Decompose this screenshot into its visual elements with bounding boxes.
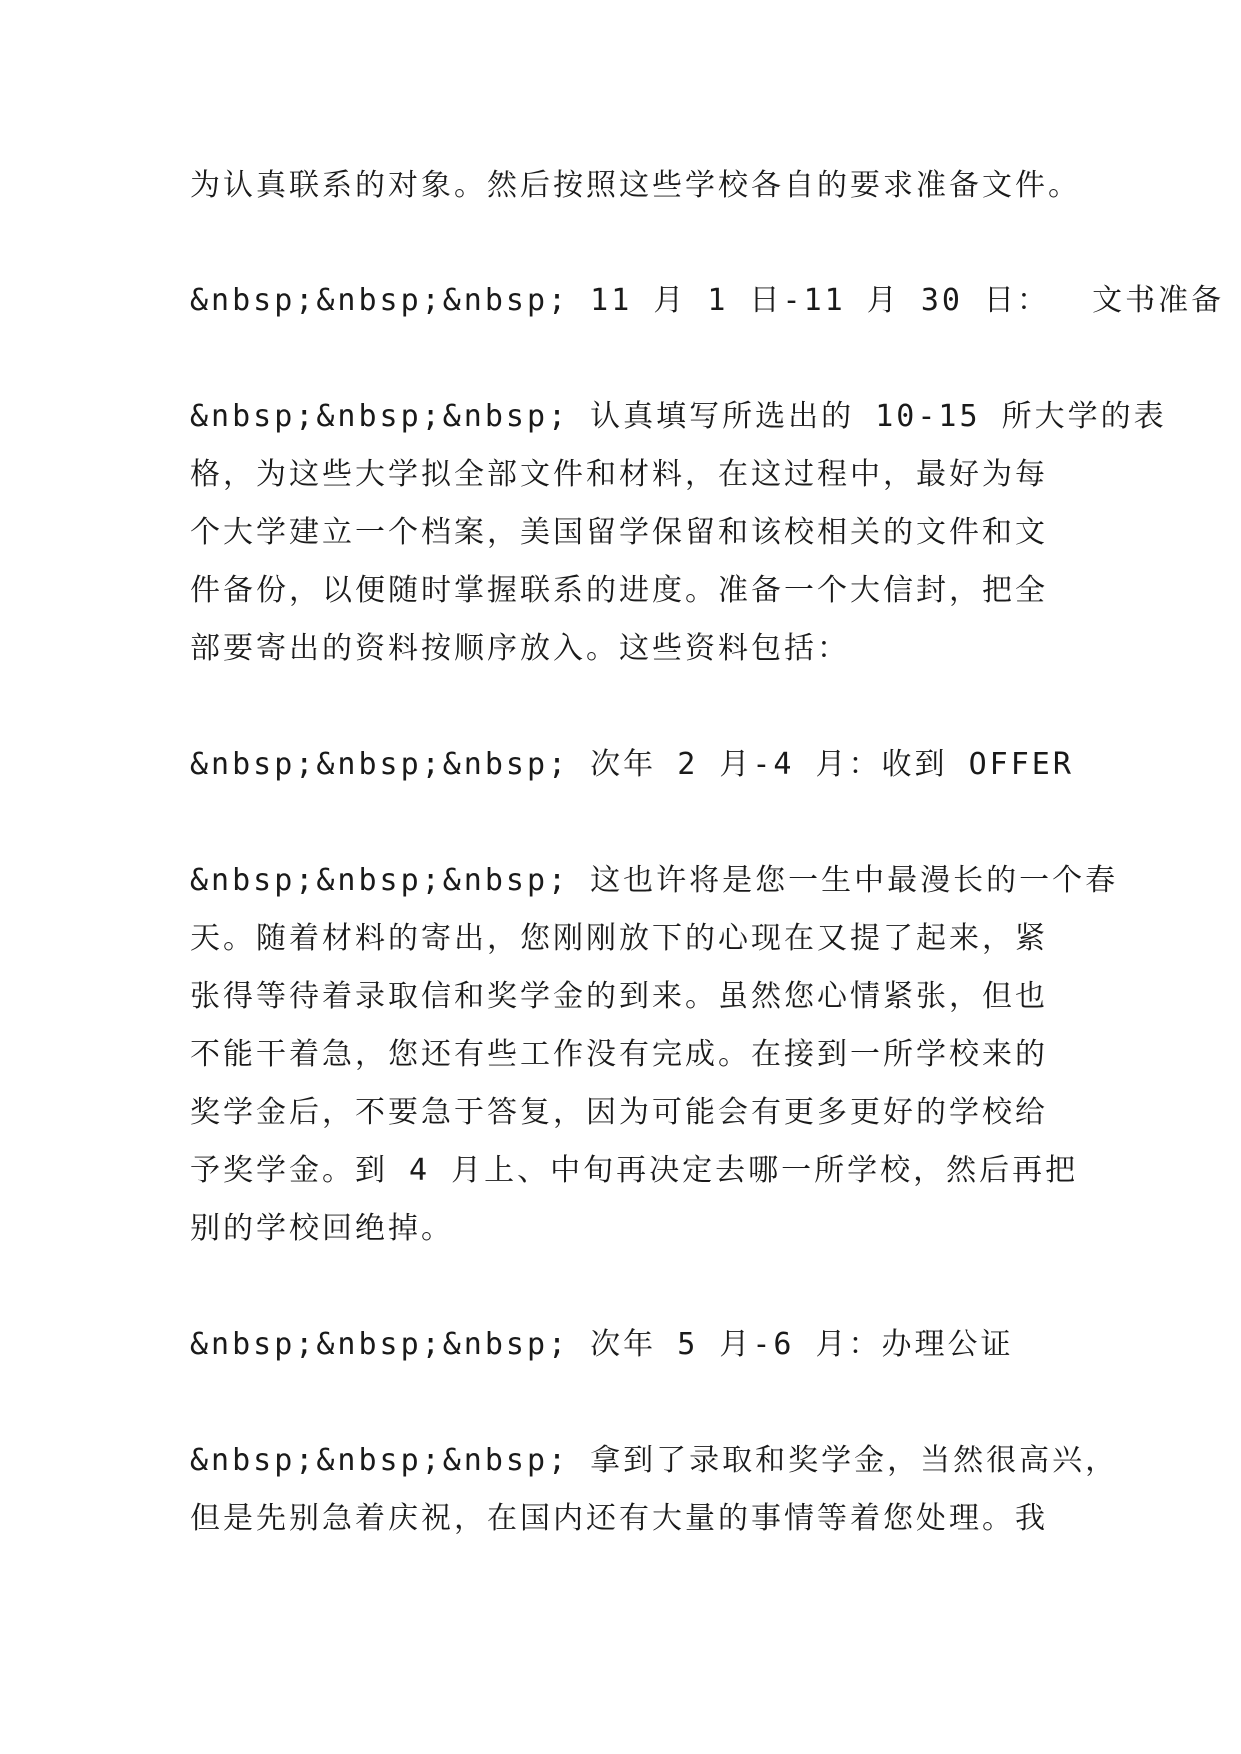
text-line: 格，为这些大学拟全部文件和材料，在这过程中，最好为每: [190, 457, 1048, 492]
text-line: 件备份，以便随时掌握联系的进度。准备一个大信封，把全: [190, 573, 1048, 608]
text-line: 天。随着材料的寄出，您刚刚放下的心现在又提了起来，紧: [190, 921, 1048, 956]
text-line: 奖学金后，不要急于答复，因为可能会有更多更好的学校给: [190, 1095, 1048, 1130]
section-heading: &nbsp;&nbsp;&nbsp; 次年 5 月-6 月：办理公证: [190, 1327, 1014, 1362]
text-line: &nbsp;&nbsp;&nbsp; 拿到了录取和奖学金，当然很高兴，: [190, 1443, 1119, 1478]
section-heading: &nbsp;&nbsp;&nbsp; 11 月 1 日-11 月 30 日： 文书准备: [190, 283, 1225, 318]
text-line: 为认真联系的对象。然后按照这些学校各自的要求准备文件。: [190, 168, 1081, 203]
text-line: 张得等待着录取信和奖学金的到来。虽然您心情紧张，但也: [190, 979, 1048, 1014]
text-line: 不能干着急，您还有些工作没有完成。在接到一所学校来的: [190, 1037, 1048, 1072]
text-line: 别的学校回绝掉。: [190, 1211, 454, 1246]
text-line: 予奖学金。到 4 月上、中旬再决定去哪一所学校，然后再把: [190, 1153, 1079, 1188]
text-line: 但是先别急着庆祝，在国内还有大量的事情等着您处理。我: [190, 1501, 1048, 1536]
text-line: &nbsp;&nbsp;&nbsp; 认真填写所选出的 10-15 所大学的表: [190, 399, 1167, 434]
section-heading: &nbsp;&nbsp;&nbsp; 次年 2 月-4 月：收到 OFFER: [190, 747, 1074, 782]
text-line: 部要寄出的资料按顺序放入。这些资料包括：: [190, 631, 850, 666]
text-line: 个大学建立一个档案，美国留学保留和该校相关的文件和文: [190, 515, 1048, 550]
text-line: &nbsp;&nbsp;&nbsp; 这也许将是您一生中最漫长的一个春: [190, 863, 1119, 898]
